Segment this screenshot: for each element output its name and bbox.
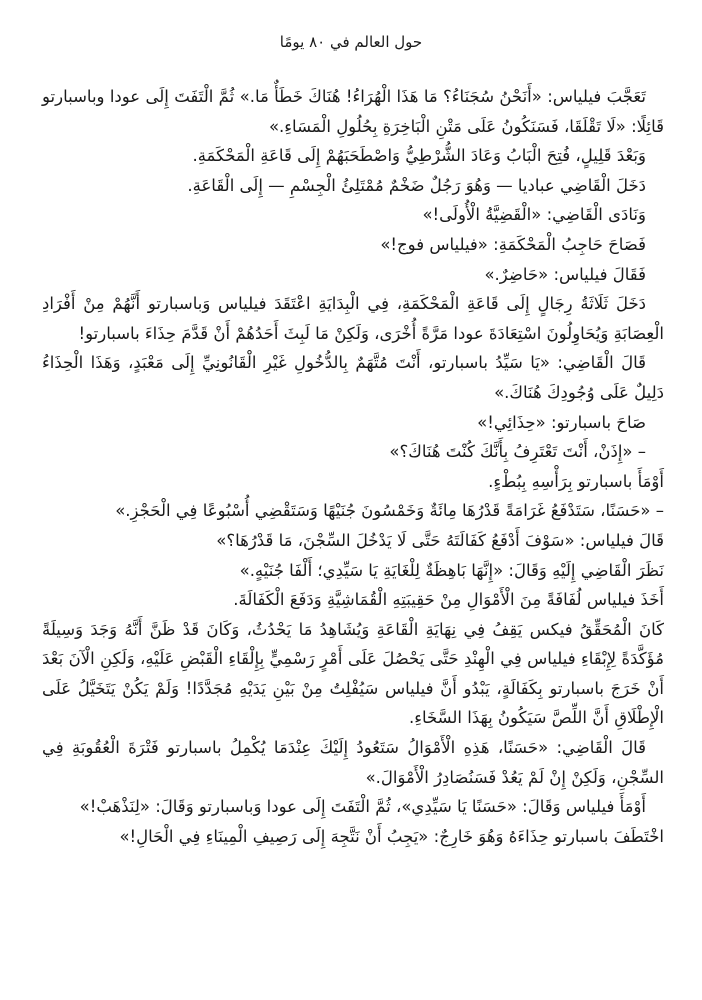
running-header: حول العالم في ٨٠ يومًا [279, 33, 423, 51]
dialogue-line: – «إِذَنْ، أَنْتَ تَعْتَرِفُ بِأَنَّكَ كُنْتَ هُنَاكَ؟» [389, 442, 646, 462]
paragraph: فَقَالَ فيلياس: «حَاضِرٌ.» [484, 264, 646, 284]
paragraph: صَاحَ باسبارتو: «حِذَائِي!» [477, 412, 646, 432]
paragraph: أَخَذَ فيلياس لُفَافَةً مِنَ الْأَمْوَالِ مِنْ حَقِيبَتِهِ الْقُمَاشِيَّةِ وَدَفَعَ الْكَفَالَةَ. [233, 590, 664, 610]
paragraph: أَوْمَأَ باسبارتو بِرَأْسِهِ بِبُطْءٍ. [488, 471, 664, 491]
paragraph: كَانَ الْمُحَقِّقُ فيكس يَقِفُ فِي نِهَايَةِ الْقَاعَةِ وَيُشَاهِدُ مَا يَحْدُثُ، وَكَانَ قَدْ ظَنَّ أَنَّهُ وَجَدَ وَسِيلَةً مُؤَكَّدَةً لِإِبْقَاءِ فيلياس فِي الْهِنْدِ حَتَّى يَحْصُلَ عَلَى أَمْرٍ رَسْمِيٍّ بِإِلْقَاءِ الْقَبْضِ عَلَيْهِ، وَلَكِنِ الْآنَ بَعْدَ أَنْ خَرَجَ باسبارتو بِكَفَالَةٍ، يَبْدُو أَنَّ فيلياس سَيُفْلِتُ مِنْ بَيْنِ يَدَيْهِ مُجَدَّدًا! وَلَمْ يَكُنْ يَتَخَيَّلُ عَلَى الْإِطْلَاقِ أَنَّ اللِّصَّ سَيَكُونُ بِهَذَا السَّخَاءِ. [42, 619, 664, 728]
paragraph: دَخَلَ ثَلَاثَةُ رِجَالٍ إِلَى قَاعَةِ الْمَحْكَمَةِ، فِي الْبِدَايَةِ اعْتَقَدَ فيلياس وَباسبارتو أَنَّهُمْ مِنْ أَفْرَادِ الْعِصَابَةِ وَيُحَاوِلُونَ اسْتِعَادَةَ عودا مَرَّةً أُخْرَى، وَلَكِنْ مَا لَبِثَ أَحَدُهُمْ أَنْ قَدَّمَ حِذَاءَ باسبارتو! [42, 294, 664, 343]
paragraph: تَعَجَّبَ فيلياس: «أَنَحْنُ سُجَنَاءُ؟ مَا هَذَا الْهُرَاءُ! هُنَاكَ خَطَأٌ مَا.» ثُمَّ الْتَفَتَ إِلَى عودا وباسبارتو قَائِلًا: «لَا تَقْلَقَا، فَسَنَكُونُ عَلَى مَتْنِ الْبَاخِرَةِ بِحُلُولِ الْمَسَاءِ.» [42, 87, 664, 136]
paragraph: وَبَعْدَ قَلِيلٍ، فُتِحَ الْبَابُ وَعَادَ الشُّرْطِيُّ وَاصْطَحَبَهُمْ إِلَى قَاعَةِ الْمَحْكَمَةِ. [192, 146, 646, 166]
paragraph: دَخَلَ الْقَاضِي عباديا — وَهُوَ رَجُلٌ ضَخْمٌ مُمْتَلِئُ الْجِسْمِ — إِلَى الْقَاعَةِ. [187, 175, 646, 195]
paragraph: قَالَ الْقَاضِي: «حَسَنًا، هَذِهِ الْأَمْوَالُ سَتَعُودُ إِلَيْكَ عِنْدَمَا يُكْمِلُ باسبارتو فَتْرَةَ الْعُقُوبَةِ فِي السِّجْنِ، وَلَكِنْ إِنْ لَمْ يَعُدْ فَسَنُصَادِرُ الْأَمْوَالَ.» [42, 738, 664, 787]
paragraph: وَنَادَى الْقَاضِي: «الْقَضِيَّةُ الْأُولَى!» [422, 205, 646, 225]
paragraph: اخْتَطَفَ باسبارتو حِذَاءَهُ وَهُوَ خَارِجٌ: «يَجِبُ أَنْ نَتَّجِهَ إِلَى رَصِيفِ الْمِينَاءِ فِي الْحَالِ!» [119, 826, 664, 846]
paragraph: نَظَرَ الْقَاضِي إِلَيْهِ وَقَالَ: «إِنَّهَا بَاهِظَةٌ لِلْغَايَةِ يَا سَيِّدِي؛ أَلْفَا جُنَيْهٍ.» [239, 560, 664, 580]
dialogue-line: – «حَسَنًا، سَتَدْفَعُ غَرَامَةً قَدْرُهَا مِائَةٌ وَخَمْسُونَ جُنَيْهًا وَسَتَقْضِي أُسْبُوعًا فِي الْحَجْزِ.» [115, 501, 664, 521]
paragraph: أَوْمَأَ فيلياس وَقَالَ: «حَسَنًا يَا سَيِّدِي»، ثُمَّ الْتَفَتَ إِلَى عودا وَباسبارتو وَقَالَ: «لِنَذْهَبْ!» [79, 797, 646, 817]
paragraph: فَصَاحَ حَاجِبُ الْمَحْكَمَةِ: «فيلياس فوج!» [380, 234, 646, 254]
text-body [42, 82, 664, 851]
paragraph: قَالَ الْقَاضِي: «يَا سَيِّدُ باسبارتو، أَنْتَ مُتَّهَمٌ بِالدُّخُولِ غَيْرِ الْقَانُونِيِّ إِلَى مَعْبَدٍ، وَهَذَا الْحِذَاءُ دَلِيلٌ عَلَى وُجُودِكَ هُنَاكَ.» [42, 353, 664, 402]
paragraph: قَالَ فيلياس: «سَوْفَ أَدْفَعُ كَفَالَتَهُ حَتَّى لَا يَدْخُلَ السِّجْنَ، مَا قَدْرُهَا؟» [216, 530, 664, 550]
